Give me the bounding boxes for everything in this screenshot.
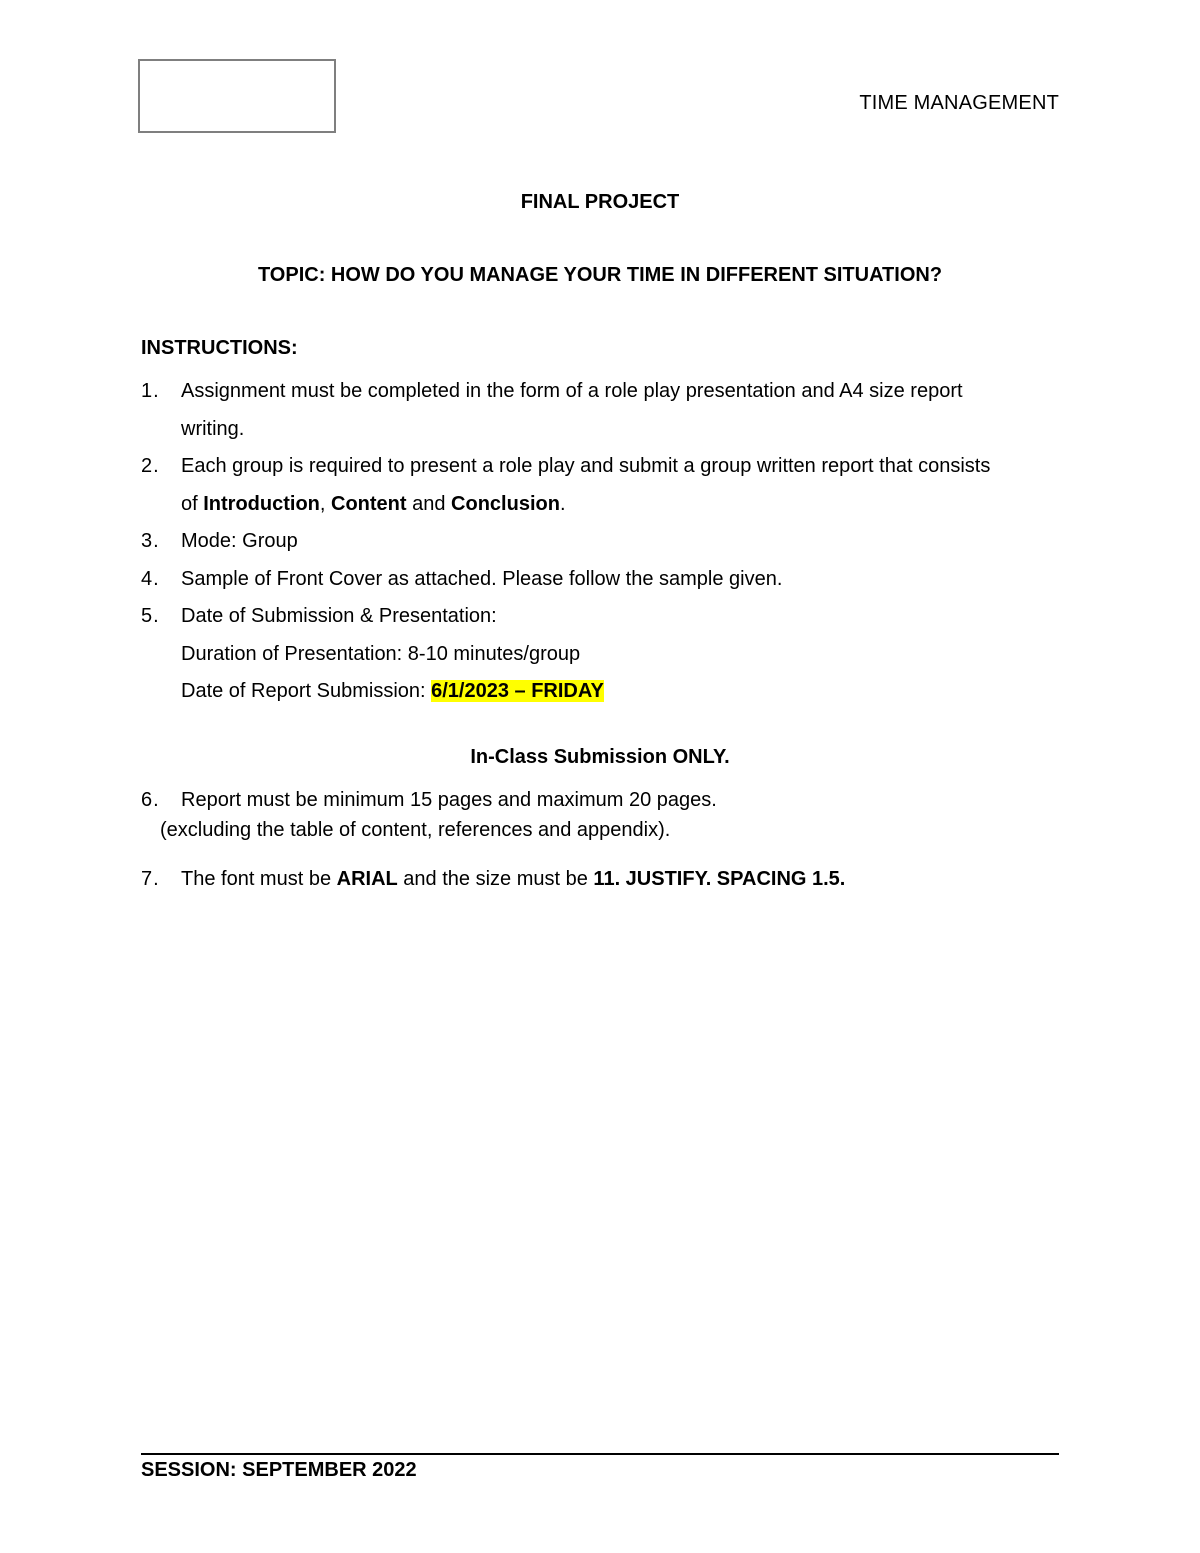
item-7-text [181,868,1061,891]
header-course-title: TIME MANAGEMENT [859,92,1059,114]
submission-date-label: Date of Report Submission: [181,680,432,702]
document-title: FINAL PROJECT [520,191,680,213]
instructions-list-continued [141,782,1061,820]
item-3-text: Mode: Group [181,530,298,552]
item-2-introduction: Introduction [203,492,320,515]
list-item [141,561,1061,599]
item-1-line-1: Assignment must be completed in the form of a role play presentation and A4 size report [181,380,963,402]
list-number: 3. [141,530,160,552]
item-1-line-2: writing. [181,417,245,440]
list-item-text [181,598,1061,711]
item-2-separator: , [319,492,332,515]
list-number: 5. [141,605,160,627]
item-7-prefix: The font must be [181,868,337,890]
list-item [141,782,1061,820]
item-7-format-rules: 11. JUSTIFY. SPACING 1.5. [593,868,846,890]
item-2-prefix: of [181,492,204,515]
submission-date-highlight: 6/1/2023 – FRIDAY [431,680,604,702]
footer-divider [141,1453,1059,1455]
list-item [141,373,1061,448]
list-number: 1. [141,380,160,402]
in-class-submission-note: In-Class Submission ONLY. [470,746,730,768]
list-item-text [181,373,1061,448]
footer-session: SESSION: SEPTEMBER 2022 [141,1459,417,1481]
instructions-list [141,373,1061,711]
item-7-font-name: ARIAL [336,868,398,890]
list-item-text [181,448,1061,523]
list-item [141,598,1061,711]
item-5-line-2: Duration of Presentation: 8-10 minutes/group [181,642,581,665]
item-6-text: Report must be minimum 15 pages and maximum 20 pages. [181,789,717,811]
list-item [141,523,1061,561]
list-item [141,868,1061,891]
item-2-line-1: Each group is required to present a role play and submit a group written report that consists [181,455,991,477]
list-number: 6. [141,789,160,811]
list-number: 4. [141,567,160,590]
item-2-end: . [559,492,566,515]
list-number: 2. [141,455,160,477]
item-7-middle: and the size must be [397,868,594,890]
item-4-text: Sample of Front Cover as attached. Please follow the sample given. [181,567,783,590]
topic-heading: TOPIC: HOW DO YOU MANAGE YOUR TIME IN DIFFERENT SITUATION? [257,264,943,286]
item-2-conclusion: Conclusion [451,492,560,515]
item-2-separator: and [406,492,452,515]
item-5-line-3 [181,673,1061,711]
list-item [141,448,1061,523]
logo-placeholder-box [138,59,336,133]
item-6-subnote: (excluding the table of content, references and appendix). [160,819,671,841]
item-5-line-1: Date of Submission & Presentation: [181,605,497,627]
item-2-content: Content [331,492,407,515]
instructions-heading: INSTRUCTIONS: [141,337,298,359]
item-2-line-2 [181,486,1061,524]
list-number: 7. [141,868,160,890]
